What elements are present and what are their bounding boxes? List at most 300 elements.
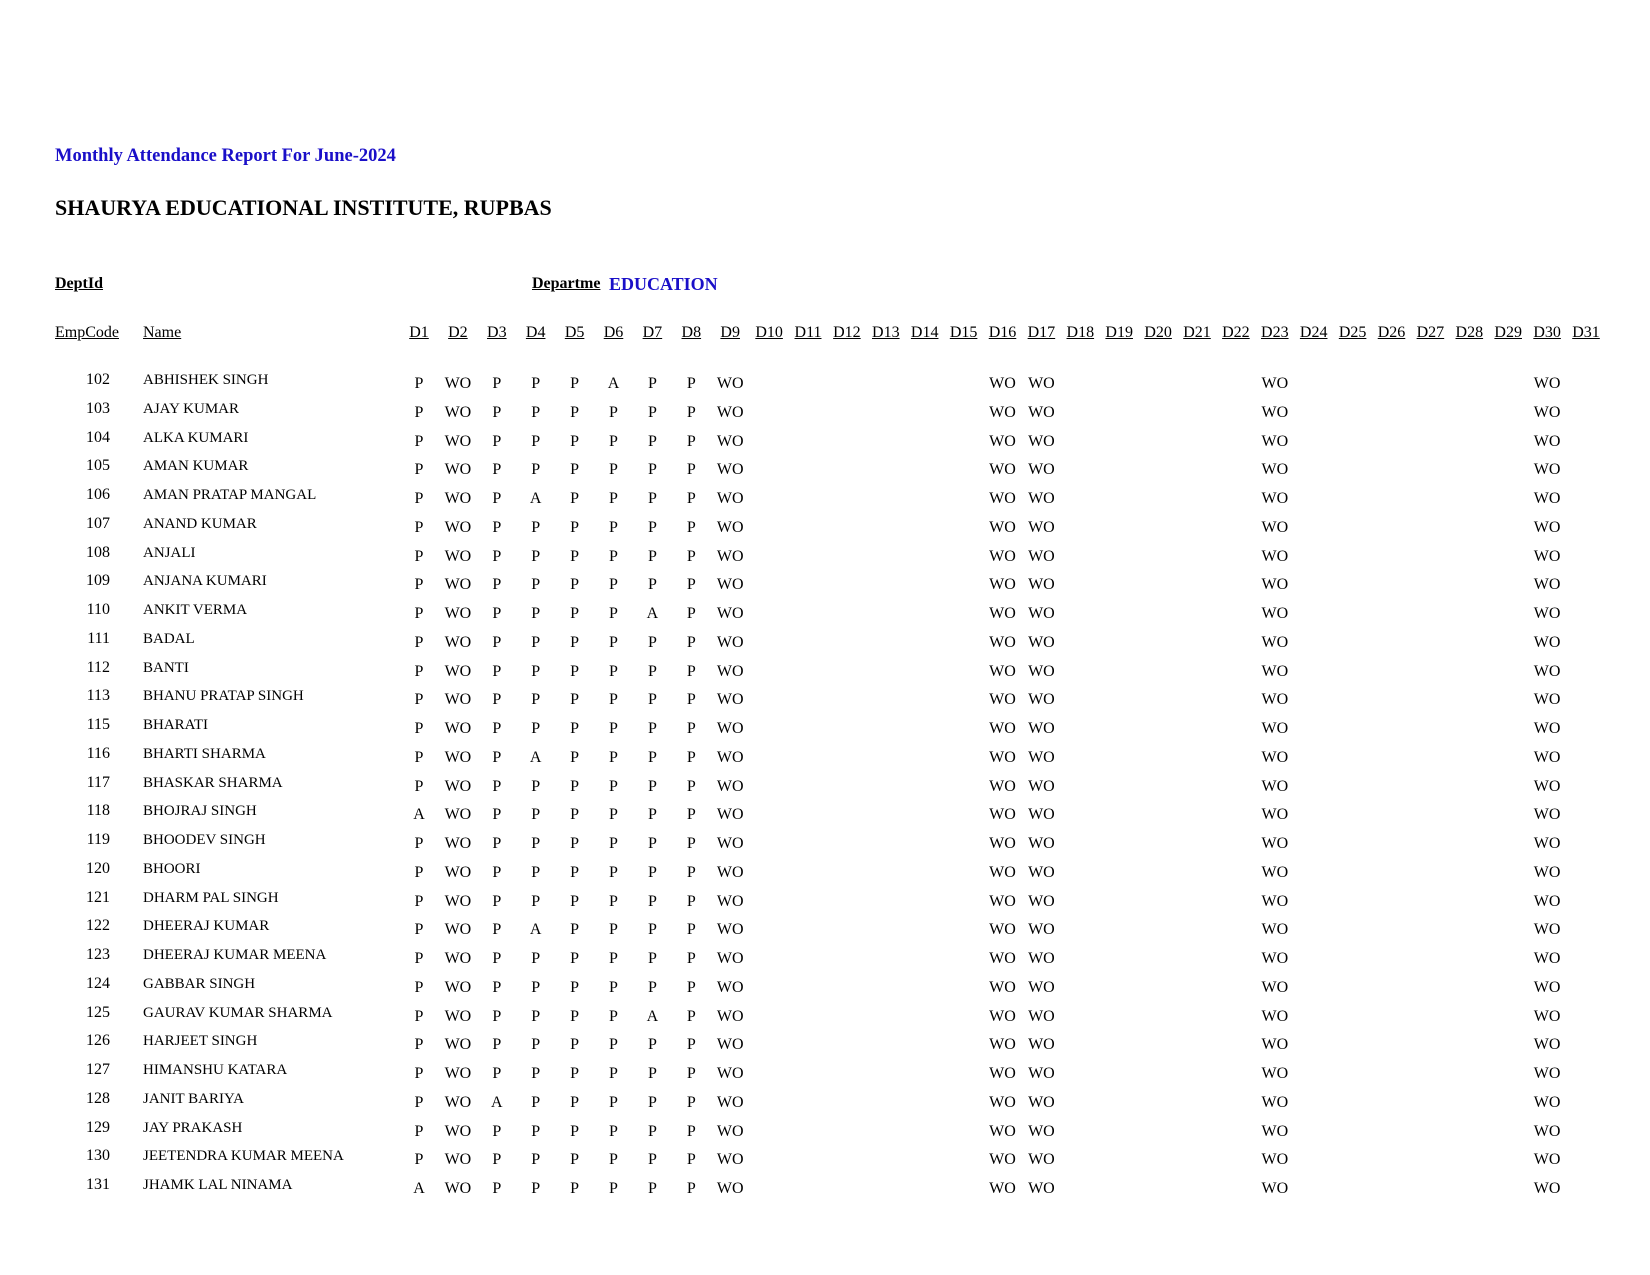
attendance-cell: WO bbox=[989, 1036, 1016, 1054]
employee-code: 103 bbox=[86, 399, 110, 417]
attendance-cell: WO bbox=[989, 547, 1016, 565]
attendance-cell: P bbox=[686, 806, 696, 824]
employee-name: JEETENDRA KUMAR MEENA bbox=[143, 1148, 344, 1165]
attendance-cell: P bbox=[609, 892, 618, 910]
attendance-cell: WO bbox=[1533, 863, 1561, 881]
attendance-cell: WO bbox=[716, 375, 744, 392]
column-header-empcode: EmpCode bbox=[55, 324, 119, 341]
attendance-cell: P bbox=[414, 605, 424, 622]
attendance-cell: WO bbox=[989, 835, 1016, 852]
attendance-cell: WO bbox=[1533, 375, 1561, 392]
column-header-day: D10 bbox=[755, 324, 783, 341]
attendance-cell: P bbox=[647, 978, 657, 996]
attendance-cell: WO bbox=[716, 748, 744, 766]
attendance-cell: WO bbox=[716, 806, 744, 824]
attendance-cell: P bbox=[686, 403, 696, 421]
attendance-cell: P bbox=[492, 432, 502, 450]
employee-name: AMAN PRATAP MANGAL bbox=[143, 487, 317, 503]
attendance-cell: WO bbox=[1028, 605, 1055, 622]
attendance-cell: P bbox=[647, 863, 657, 881]
attendance-cell: WO bbox=[1028, 691, 1055, 709]
attendance-cell: P bbox=[492, 835, 502, 852]
column-header-day: D12 bbox=[833, 324, 861, 341]
employee-name: ANKIT VERMA bbox=[143, 602, 248, 618]
attendance-cell: WO bbox=[716, 892, 744, 910]
employee-name: BADAL bbox=[143, 630, 195, 647]
attendance-cell: WO bbox=[1028, 403, 1055, 421]
attendance-cell: WO bbox=[989, 863, 1016, 881]
employee-name: BHASKAR SHARMA bbox=[143, 774, 283, 791]
attendance-cell: P bbox=[686, 461, 696, 479]
attendance-cell: WO bbox=[1028, 777, 1055, 795]
attendance-cell: P bbox=[609, 1093, 618, 1111]
attendance-cell: P bbox=[492, 921, 502, 939]
employee-code: 125 bbox=[86, 1003, 110, 1021]
attendance-cell: P bbox=[570, 403, 580, 421]
attendance-cell: WO bbox=[716, 978, 744, 996]
attendance-cell: P bbox=[686, 518, 696, 536]
attendance-cell: P bbox=[414, 1122, 424, 1140]
attendance-cell: P bbox=[531, 950, 541, 967]
employee-name: HARJEET SINGH bbox=[143, 1033, 258, 1050]
attendance-cell: WO bbox=[716, 662, 744, 680]
attendance-cell: P bbox=[647, 576, 657, 594]
attendance-cell: P bbox=[570, 921, 580, 939]
report-title: Monthly Attendance Report For June-2024 bbox=[55, 146, 396, 166]
attendance-cell: P bbox=[609, 777, 618, 795]
attendance-cell: P bbox=[531, 547, 541, 565]
attendance-cell: WO bbox=[716, 1007, 744, 1025]
attendance-cell: P bbox=[609, 950, 618, 967]
attendance-cell: P bbox=[570, 748, 580, 766]
attendance-cell: WO bbox=[1261, 691, 1289, 709]
attendance-cell: WO bbox=[989, 748, 1016, 766]
attendance-cell: P bbox=[531, 835, 541, 852]
attendance-cell: P bbox=[531, 1093, 541, 1111]
attendance-cell: P bbox=[609, 432, 618, 450]
attendance-cell: WO bbox=[1028, 1093, 1055, 1111]
attendance-cell: WO bbox=[444, 720, 472, 737]
employee-code: 110 bbox=[86, 601, 110, 618]
attendance-cell: P bbox=[686, 432, 696, 450]
attendance-cell: WO bbox=[1028, 375, 1055, 392]
attendance-cell: P bbox=[414, 1036, 424, 1054]
employee-name: DHEERAJ KUMAR MEENA bbox=[143, 947, 327, 963]
attendance-cell: P bbox=[609, 748, 618, 766]
attendance-cell: P bbox=[414, 490, 424, 507]
column-header-day: D4 bbox=[525, 324, 546, 341]
employee-name: ALKA KUMARI bbox=[143, 429, 249, 446]
attendance-cell: WO bbox=[716, 576, 744, 594]
employee-name: JHAMK LAL NINAMA bbox=[143, 1177, 293, 1193]
attendance-cell: P bbox=[686, 950, 696, 967]
employee-name: AMAN KUMAR bbox=[143, 458, 249, 475]
attendance-cell: WO bbox=[444, 662, 472, 680]
attendance-cell: WO bbox=[716, 547, 744, 565]
employee-code: 104 bbox=[86, 428, 110, 446]
attendance-cell: P bbox=[686, 1065, 696, 1082]
column-header-day: D28 bbox=[1455, 324, 1484, 341]
attendance-cell: P bbox=[414, 518, 424, 536]
attendance-cell: WO bbox=[1028, 1180, 1055, 1197]
attendance-cell: WO bbox=[989, 662, 1016, 680]
column-header-day: D9 bbox=[720, 324, 740, 341]
attendance-cell: P bbox=[686, 1122, 696, 1140]
attendance-cell: P bbox=[531, 777, 541, 795]
attendance-cell: WO bbox=[1533, 806, 1561, 824]
column-header-day: D3 bbox=[487, 324, 507, 341]
attendance-cell: P bbox=[647, 461, 657, 479]
employee-code: 123 bbox=[86, 946, 110, 963]
employee-code: 131 bbox=[86, 1176, 110, 1193]
attendance-cell: P bbox=[492, 720, 502, 737]
attendance-cell: P bbox=[531, 1007, 541, 1025]
attendance-cell: WO bbox=[1028, 1065, 1055, 1082]
attendance-cell: WO bbox=[716, 1036, 744, 1054]
attendance-cell: P bbox=[531, 1065, 541, 1082]
attendance-cell: WO bbox=[1028, 490, 1055, 507]
column-header-day: D20 bbox=[1144, 324, 1172, 341]
attendance-cell: P bbox=[492, 1036, 502, 1054]
attendance-cell: P bbox=[686, 1151, 696, 1169]
attendance-cell: WO bbox=[1533, 950, 1561, 967]
attendance-cell: P bbox=[647, 375, 657, 392]
attendance-cell: A bbox=[529, 490, 542, 507]
attendance-cell: WO bbox=[989, 518, 1016, 536]
employee-code: 109 bbox=[86, 572, 110, 590]
attendance-cell: WO bbox=[444, 1180, 472, 1197]
attendance-cell: WO bbox=[1261, 863, 1289, 881]
employee-name: DHEERAJ KUMAR bbox=[143, 918, 270, 935]
attendance-cell: WO bbox=[989, 1065, 1016, 1082]
attendance-cell: WO bbox=[716, 1180, 744, 1197]
attendance-cell: WO bbox=[716, 777, 744, 795]
attendance-cell: WO bbox=[1261, 432, 1289, 450]
attendance-cell: WO bbox=[444, 1122, 472, 1140]
attendance-cell: WO bbox=[1533, 490, 1561, 507]
attendance-cell: P bbox=[647, 1093, 657, 1111]
employee-code: 119 bbox=[86, 831, 110, 848]
attendance-cell: WO bbox=[1261, 662, 1289, 680]
attendance-cell: P bbox=[647, 806, 657, 824]
attendance-cell: WO bbox=[1028, 950, 1055, 967]
attendance-cell: WO bbox=[1028, 1151, 1055, 1169]
attendance-cell: WO bbox=[1028, 1036, 1055, 1054]
attendance-cell: P bbox=[492, 1007, 502, 1025]
column-header-day: D6 bbox=[603, 324, 624, 341]
attendance-cell: P bbox=[414, 461, 424, 479]
employee-code: 127 bbox=[86, 1061, 110, 1078]
attendance-cell: WO bbox=[1533, 1093, 1561, 1111]
attendance-cell: P bbox=[609, 1065, 618, 1082]
column-header-day: D30 bbox=[1533, 324, 1561, 341]
attendance-cell: P bbox=[647, 1151, 657, 1169]
employee-code: 113 bbox=[86, 687, 110, 705]
attendance-cell: P bbox=[609, 921, 618, 939]
attendance-cell: P bbox=[531, 892, 541, 910]
attendance-cell: P bbox=[531, 633, 541, 651]
attendance-cell: P bbox=[686, 978, 696, 996]
attendance-cell: WO bbox=[989, 432, 1016, 450]
attendance-cell: WO bbox=[444, 1036, 472, 1054]
employee-code: 102 bbox=[86, 371, 110, 388]
attendance-cell: WO bbox=[1261, 461, 1289, 479]
attendance-cell: P bbox=[570, 835, 580, 852]
attendance-cell: WO bbox=[1028, 978, 1055, 996]
attendance-cell: WO bbox=[1261, 835, 1289, 852]
column-header-day: D15 bbox=[949, 324, 978, 341]
attendance-cell: WO bbox=[989, 950, 1016, 967]
attendance-cell: P bbox=[647, 490, 657, 507]
attendance-cell: WO bbox=[444, 490, 472, 507]
attendance-cell: WO bbox=[989, 892, 1016, 910]
attendance-cell: P bbox=[570, 1180, 580, 1197]
attendance-cell: WO bbox=[1533, 576, 1561, 594]
column-header-day: D25 bbox=[1338, 324, 1367, 341]
column-header-day: D2 bbox=[448, 324, 468, 341]
attendance-cell: P bbox=[570, 375, 580, 392]
attendance-cell: WO bbox=[1533, 1036, 1561, 1054]
attendance-cell: P bbox=[492, 806, 502, 824]
attendance-cell: P bbox=[686, 1036, 696, 1054]
attendance-cell: P bbox=[492, 863, 502, 881]
attendance-cell: WO bbox=[716, 1065, 744, 1082]
employee-code: 120 bbox=[86, 859, 110, 877]
employee-code: 106 bbox=[86, 486, 110, 503]
attendance-cell: WO bbox=[1533, 662, 1561, 680]
employee-name: AJAY KUMAR bbox=[143, 400, 239, 417]
attendance-cell: WO bbox=[444, 461, 472, 479]
attendance-cell: P bbox=[609, 461, 618, 479]
attendance-cell: P bbox=[414, 921, 424, 939]
employee-code: 126 bbox=[86, 1032, 110, 1050]
attendance-cell: P bbox=[492, 978, 502, 996]
attendance-cell: P bbox=[570, 978, 580, 996]
employee-code: 108 bbox=[86, 543, 110, 561]
employee-code: 107 bbox=[86, 514, 110, 532]
attendance-cell: WO bbox=[716, 461, 744, 479]
attendance-cell: P bbox=[570, 950, 580, 967]
attendance-cell: WO bbox=[1261, 921, 1289, 939]
attendance-cell: P bbox=[609, 403, 618, 421]
attendance-cell: WO bbox=[716, 605, 744, 622]
attendance-cell: WO bbox=[1261, 605, 1289, 622]
attendance-cell: P bbox=[570, 777, 580, 795]
column-header-day: D1 bbox=[409, 324, 429, 341]
attendance-cell: P bbox=[570, 576, 580, 594]
attendance-cell: P bbox=[570, 1122, 580, 1140]
attendance-cell: WO bbox=[716, 950, 744, 967]
employee-name: BHOJRAJ SINGH bbox=[143, 803, 257, 820]
attendance-cell: WO bbox=[1533, 461, 1561, 479]
attendance-cell: WO bbox=[1533, 921, 1561, 939]
attendance-cell: WO bbox=[444, 1151, 472, 1169]
attendance-cell: P bbox=[531, 605, 541, 622]
attendance-cell: WO bbox=[1028, 1007, 1055, 1025]
attendance-cell: WO bbox=[444, 1065, 472, 1082]
attendance-cell: P bbox=[492, 1122, 502, 1140]
attendance-cell: WO bbox=[716, 691, 744, 709]
attendance-cell: WO bbox=[444, 633, 472, 651]
attendance-cell: P bbox=[414, 978, 424, 996]
attendance-cell: P bbox=[609, 978, 618, 996]
attendance-cell: P bbox=[414, 950, 424, 967]
attendance-cell: WO bbox=[989, 1151, 1016, 1169]
attendance-cell: WO bbox=[444, 978, 472, 996]
column-header-day: D14 bbox=[910, 324, 939, 341]
attendance-cell: P bbox=[686, 892, 696, 910]
attendance-cell: P bbox=[570, 863, 580, 881]
attendance-cell: P bbox=[570, 461, 580, 479]
attendance-cell: P bbox=[414, 720, 424, 737]
attendance-cell: WO bbox=[444, 576, 472, 594]
attendance-cell: P bbox=[609, 633, 618, 651]
employee-name: GAURAV KUMAR SHARMA bbox=[143, 1004, 333, 1021]
attendance-cell: P bbox=[686, 1093, 696, 1111]
attendance-cell: P bbox=[609, 1036, 618, 1054]
attendance-cell: WO bbox=[716, 1093, 744, 1111]
attendance-cell: P bbox=[647, 1122, 657, 1140]
attendance-cell: WO bbox=[1533, 777, 1561, 795]
attendance-cell: WO bbox=[1261, 403, 1289, 421]
attendance-cell: P bbox=[647, 892, 657, 910]
column-header-day: D24 bbox=[1299, 324, 1328, 341]
attendance-cell: WO bbox=[1533, 1122, 1561, 1140]
attendance-cell: P bbox=[531, 1151, 541, 1169]
column-header-day: D13 bbox=[872, 324, 900, 341]
attendance-cell: P bbox=[414, 691, 424, 709]
attendance-cell: P bbox=[686, 576, 696, 594]
attendance-cell: P bbox=[647, 1036, 657, 1054]
attendance-cell: WO bbox=[1261, 1093, 1289, 1111]
attendance-cell: WO bbox=[1261, 1007, 1289, 1025]
attendance-cell: WO bbox=[989, 490, 1016, 507]
attendance-cell: A bbox=[646, 605, 659, 622]
attendance-cell: WO bbox=[1533, 432, 1561, 450]
attendance-cell: WO bbox=[716, 1151, 744, 1169]
attendance-cell: WO bbox=[989, 375, 1016, 392]
attendance-cell: P bbox=[492, 576, 502, 594]
attendance-cell: P bbox=[570, 518, 580, 536]
attendance-cell: P bbox=[414, 547, 424, 565]
attendance-cell: P bbox=[609, 1151, 618, 1169]
attendance-cell: P bbox=[531, 375, 541, 392]
employee-code: 116 bbox=[86, 744, 110, 762]
attendance-cell: P bbox=[531, 1036, 541, 1054]
attendance-cell: P bbox=[647, 432, 657, 450]
column-header-day: D22 bbox=[1222, 324, 1250, 341]
attendance-cell: P bbox=[414, 633, 424, 651]
attendance-cell: P bbox=[647, 748, 657, 766]
attendance-cell: A bbox=[646, 1007, 659, 1025]
employee-code: 112 bbox=[86, 658, 110, 676]
employee-name: JAY PRAKASH bbox=[143, 1119, 243, 1136]
column-header-day: D11 bbox=[794, 324, 822, 341]
attendance-cell: P bbox=[609, 576, 618, 594]
attendance-cell: P bbox=[492, 547, 502, 565]
attendance-cell: WO bbox=[716, 633, 744, 651]
attendance-cell: WO bbox=[989, 691, 1016, 709]
attendance-cell: P bbox=[570, 892, 580, 910]
attendance-cell: P bbox=[531, 518, 541, 536]
attendance-cell: P bbox=[492, 892, 502, 910]
attendance-cell: P bbox=[492, 490, 502, 507]
attendance-cell: P bbox=[492, 1065, 502, 1082]
attendance-cell: WO bbox=[1028, 720, 1055, 737]
attendance-cell: WO bbox=[1261, 576, 1289, 594]
attendance-cell: P bbox=[647, 518, 657, 536]
employee-code: 130 bbox=[86, 1147, 110, 1165]
attendance-cell: WO bbox=[716, 720, 744, 737]
attendance-cell: P bbox=[609, 720, 618, 737]
attendance-cell: P bbox=[414, 403, 424, 421]
attendance-cell: P bbox=[686, 835, 696, 852]
attendance-cell: P bbox=[570, 633, 580, 651]
attendance-cell: P bbox=[647, 1065, 657, 1082]
attendance-cell: A bbox=[529, 921, 542, 939]
attendance-cell: P bbox=[609, 1122, 618, 1140]
attendance-cell: P bbox=[492, 748, 502, 766]
attendance-cell: WO bbox=[444, 921, 472, 939]
attendance-cell: WO bbox=[716, 490, 744, 507]
employee-name: ANJALI bbox=[143, 544, 196, 561]
attendance-cell: WO bbox=[716, 432, 744, 450]
attendance-cell: WO bbox=[444, 547, 472, 565]
column-header-day: D26 bbox=[1377, 324, 1406, 341]
attendance-cell: P bbox=[531, 403, 541, 421]
attendance-cell: WO bbox=[1533, 978, 1561, 996]
attendance-cell: WO bbox=[1261, 1065, 1289, 1082]
attendance-cell: P bbox=[414, 375, 424, 392]
attendance-cell: P bbox=[492, 662, 502, 680]
attendance-cell: P bbox=[647, 921, 657, 939]
attendance-cell: P bbox=[492, 518, 502, 536]
employee-name: BHOODEV SINGH bbox=[143, 832, 266, 848]
attendance-cell: WO bbox=[989, 461, 1016, 479]
attendance-cell: WO bbox=[444, 777, 472, 795]
employee-code: 122 bbox=[86, 917, 110, 935]
employee-name: JANIT BARIYA bbox=[143, 1090, 244, 1107]
attendance-cell: WO bbox=[444, 950, 472, 967]
attendance-cell: WO bbox=[1028, 662, 1055, 680]
employee-name: BHARATI bbox=[143, 717, 209, 733]
attendance-cell: A bbox=[413, 1180, 425, 1197]
attendance-cell: P bbox=[414, 863, 424, 881]
attendance-cell: P bbox=[414, 432, 424, 450]
attendance-cell: P bbox=[686, 375, 696, 392]
attendance-cell: WO bbox=[444, 1007, 472, 1025]
attendance-cell: WO bbox=[1261, 892, 1289, 910]
attendance-cell: WO bbox=[989, 605, 1016, 622]
attendance-cell: WO bbox=[1261, 806, 1289, 824]
attendance-cell: WO bbox=[989, 978, 1016, 996]
employee-name: BHOORI bbox=[143, 860, 201, 877]
attendance-cell: WO bbox=[989, 633, 1016, 651]
attendance-cell: P bbox=[492, 1180, 502, 1197]
attendance-cell: P bbox=[609, 605, 618, 622]
attendance-cell: P bbox=[414, 662, 424, 680]
attendance-cell: WO bbox=[444, 375, 472, 392]
attendance-cell: P bbox=[609, 662, 618, 680]
attendance-cell: P bbox=[492, 1151, 502, 1169]
employee-name: ANJANA KUMARI bbox=[143, 573, 267, 590]
attendance-cell: P bbox=[647, 403, 657, 421]
attendance-cell: P bbox=[531, 576, 541, 594]
attendance-cell: P bbox=[686, 921, 696, 939]
attendance-cell: WO bbox=[1533, 1180, 1561, 1197]
attendance-cell: A bbox=[529, 748, 542, 766]
attendance-cell: WO bbox=[716, 921, 744, 939]
